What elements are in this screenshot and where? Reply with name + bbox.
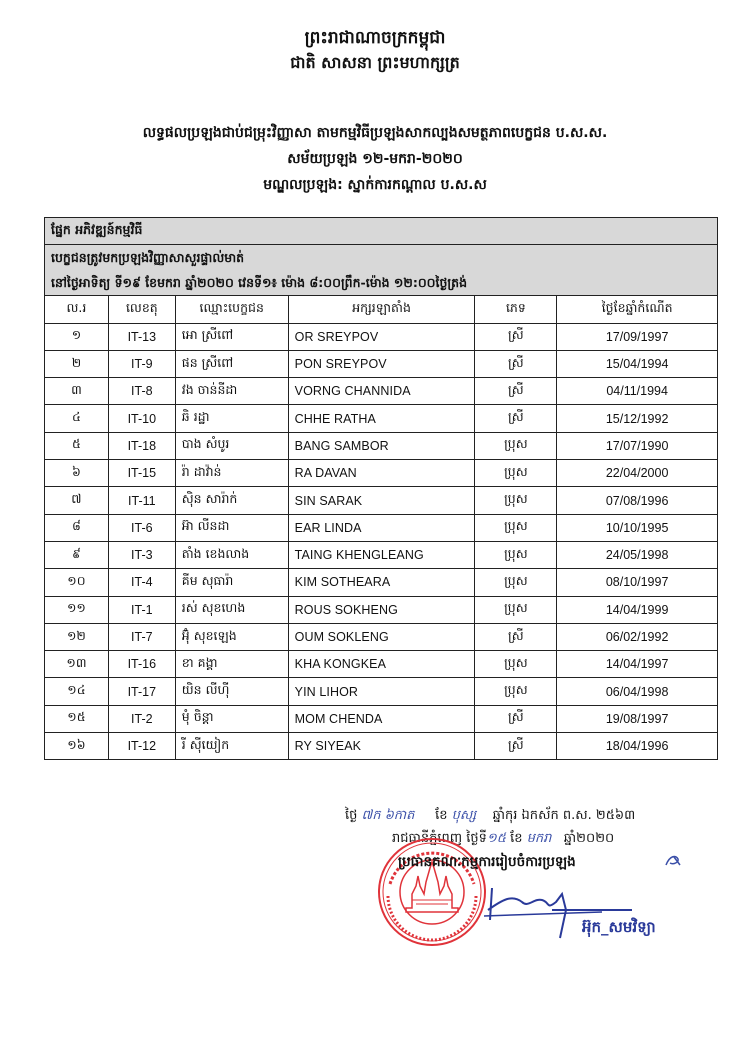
candidate-name-latin: OR SREYPOV — [288, 323, 475, 350]
candidate-name-latin: VORNG CHANNIDA — [288, 378, 475, 405]
candidate-sex: ស្រី — [475, 733, 557, 760]
table-row — [45, 623, 718, 650]
table-row — [45, 651, 718, 678]
initial-mark-icon — [664, 853, 682, 869]
candidate-name-latin: KHA KONGKEA — [288, 651, 475, 678]
table-row — [45, 432, 718, 459]
lunar-month-value: បុស្ស — [451, 808, 477, 823]
column-header-no: ល.រ — [45, 296, 109, 323]
row-number: ៩ — [45, 541, 109, 568]
candidate-name-kh: រ៉ា ដាវ៉ាន់ — [175, 460, 288, 487]
row-number: ១៥ — [45, 705, 109, 732]
row-number: ១ — [45, 323, 109, 350]
desk-number: IT-11 — [108, 487, 175, 514]
candidate-name-latin: SIN SARAK — [288, 487, 475, 514]
desk-number: IT-6 — [108, 514, 175, 541]
group-row — [45, 245, 718, 296]
table-row — [45, 733, 718, 760]
candidate-sex: ប្រុស — [475, 541, 557, 568]
desk-number: IT-9 — [108, 350, 175, 377]
candidate-dob: 04/11/1994 — [557, 378, 718, 405]
candidate-name-latin: RA DAVAN — [288, 460, 475, 487]
document-title: លទ្ធផលប្រឡងជាប់ជម្រុះវិញ្ញាសា តាមកម្មវិធីប្រឡងសាកល្បងសមត្ថភាពបេក្ខជន ប.ស.ស. — [142, 125, 608, 141]
candidate-dob: 08/10/1997 — [557, 569, 718, 596]
column-header-row — [45, 296, 718, 323]
signer-title: ប្រធានគណៈកម្មការរៀបចំការប្រឡង — [398, 854, 576, 870]
candidate-name-kh: អ៊ា លីនដា — [175, 514, 288, 541]
row-number: ៨ — [45, 514, 109, 541]
candidate-name-latin: TAING KHENGLEANG — [288, 541, 475, 568]
candidate-dob: 10/10/1995 — [557, 514, 718, 541]
candidate-dob: 06/04/1998 — [557, 678, 718, 705]
candidate-dob: 18/04/1996 — [557, 733, 718, 760]
row-number: ២ — [45, 350, 109, 377]
candidate-dob: 14/04/1997 — [557, 651, 718, 678]
candidate-name-kh: ផន ស្រីពៅ — [175, 350, 288, 377]
candidate-name-latin: KIM SOTHEARA — [288, 569, 475, 596]
row-number: ១៤ — [45, 678, 109, 705]
candidate-name-kh: ស៊ិន សារ៉ាក់ — [175, 487, 288, 514]
table-row — [45, 541, 718, 568]
candidate-dob: 19/08/1997 — [557, 705, 718, 732]
desk-number: IT-10 — [108, 405, 175, 432]
desk-number: IT-13 — [108, 323, 175, 350]
candidate-name-latin: MOM CHENDA — [288, 705, 475, 732]
desk-number: IT-1 — [108, 596, 175, 623]
candidate-name-latin: RY SIYEAK — [288, 733, 475, 760]
row-number: ៥ — [45, 432, 109, 459]
row-number: ៣ — [45, 378, 109, 405]
candidate-sex: ស្រី — [475, 623, 557, 650]
candidate-dob: 17/09/1997 — [557, 323, 718, 350]
row-number: ១០ — [45, 569, 109, 596]
desk-number: IT-18 — [108, 432, 175, 459]
candidate-sex: ស្រី — [475, 705, 557, 732]
candidate-name-kh: មុំ ចិន្តា — [175, 705, 288, 732]
desk-number: IT-3 — [108, 541, 175, 568]
table-row — [45, 514, 718, 541]
row-number: ១១ — [45, 596, 109, 623]
candidate-name-kh: តាំង ខេងលាង — [175, 541, 288, 568]
candidate-sex: ប្រុស — [475, 596, 557, 623]
desk-number: IT-7 — [108, 623, 175, 650]
candidate-name-kh: អ៊ុំ សុខឡេង — [175, 623, 288, 650]
table-row — [45, 350, 718, 377]
desk-number: IT-17 — [108, 678, 175, 705]
signer-name: អ៊ុក_សមវិទ្យា — [582, 918, 656, 936]
candidate-sex: ស្រី — [475, 323, 557, 350]
candidate-dob: 15/12/1992 — [557, 405, 718, 432]
lunar-day-label: ថ្ងៃ — [345, 808, 358, 823]
date-year: ឆ្នាំ២០២០ — [563, 831, 615, 846]
candidate-dob: 07/08/1996 — [557, 487, 718, 514]
section-label: ផ្នែក អភិវឌ្ឍន៍កម្មវិធី — [45, 218, 718, 245]
candidate-sex: ប្រុស — [475, 487, 557, 514]
lunar-year: ឆ្នាំកុរ ឯកស័ក ព.ស. ២៥៦៣ — [492, 808, 636, 823]
candidate-name-kh: អោ ស្រីពៅ — [175, 323, 288, 350]
desk-number: IT-16 — [108, 651, 175, 678]
row-number: ១៣ — [45, 651, 109, 678]
candidate-sex: ស្រី — [475, 350, 557, 377]
lunar-date-line — [345, 807, 635, 826]
date-month: មករា — [526, 831, 552, 846]
row-number: ៧ — [45, 487, 109, 514]
candidate-dob: 17/07/1990 — [557, 432, 718, 459]
exam-center: មណ្ឌលប្រឡង: ស្នាក់ការកណ្តាល ប.ស.ស — [263, 177, 487, 193]
table-row — [45, 678, 718, 705]
table-row — [45, 705, 718, 732]
results-table — [44, 217, 718, 760]
column-header-name-kh: ឈ្មោះបេក្ខជន — [175, 296, 288, 323]
group-line-1: បេក្ខជនត្រូវមកប្រឡងវិញ្ញាសាសួរផ្ទាល់មាត់ — [51, 250, 245, 266]
table-row — [45, 460, 718, 487]
row-number: ១២ — [45, 623, 109, 650]
candidate-name-latin: ROUS SOKHENG — [288, 596, 475, 623]
candidate-sex: ប្រុស — [475, 678, 557, 705]
candidate-sex: ស្រី — [475, 378, 557, 405]
candidate-name-kh: បាង សំបូរ — [175, 432, 288, 459]
date-day: ១៥ — [486, 831, 506, 846]
desk-number: IT-12 — [108, 733, 175, 760]
candidate-name-latin: YIN LIHOR — [288, 678, 475, 705]
candidate-sex: ប្រុស — [475, 432, 557, 459]
candidate-name-latin: PON SREYPOV — [288, 350, 475, 377]
candidate-name-latin: CHHE RATHA — [288, 405, 475, 432]
candidate-sex: ប្រុស — [475, 651, 557, 678]
candidate-sex: ប្រុស — [475, 460, 557, 487]
candidate-dob: 15/04/1994 — [557, 350, 718, 377]
desk-number: IT-2 — [108, 705, 175, 732]
kingdom-heading: ព្រះរាជាណាចក្រកម្ពុជា — [304, 28, 446, 48]
date-prefix: រាជធានីភ្នំពេញ ថ្ងៃទី — [392, 831, 487, 846]
column-header-desk: លេខតុ — [108, 296, 175, 323]
candidate-name-kh: ខា គង្គា — [175, 651, 288, 678]
national-motto: ជាតិ សាសនា ព្រះមហាក្សត្រ — [290, 53, 460, 72]
candidate-sex: ប្រុស — [475, 514, 557, 541]
table-row — [45, 596, 718, 623]
candidate-sex: ប្រុស — [475, 569, 557, 596]
table-row — [45, 323, 718, 350]
group-line-2: នៅថ្ងៃអាទិត្យ ទី១៩ ខែមករា ឆ្នាំ២០២០ វេនទី១៖ ម៉ោង ៨:០០ព្រឹក-ម៉ោង ១២:០០ថ្ងៃត្រង់ — [51, 275, 468, 291]
candidate-name-kh: រី ស៊ីយៀក — [175, 733, 288, 760]
candidate-name-kh: គីម សុធារ៉ា — [175, 569, 288, 596]
column-header-sex: ភេទ — [475, 296, 557, 323]
desk-number: IT-8 — [108, 378, 175, 405]
candidate-name-latin: OUM SOKLENG — [288, 623, 475, 650]
candidate-dob: 24/05/1998 — [557, 541, 718, 568]
candidate-name-latin: EAR LINDA — [288, 514, 475, 541]
candidate-sex: ស្រី — [475, 405, 557, 432]
lunar-month-label: ខែ — [435, 808, 448, 823]
desk-number: IT-15 — [108, 460, 175, 487]
candidate-name-latin: BANG SAMBOR — [288, 432, 475, 459]
candidate-dob: 06/02/1992 — [557, 623, 718, 650]
table-row — [45, 378, 718, 405]
desk-number: IT-4 — [108, 569, 175, 596]
column-header-name-latin: អក្សរឡាតាំង — [288, 296, 475, 323]
candidate-name-kh: វង ចាន់នីដា — [175, 378, 288, 405]
lunar-day-value: ៧ក ៦កាត — [361, 808, 415, 823]
candidate-name-kh: យិន លីហ៊ី — [175, 678, 288, 705]
row-number: ៤ — [45, 405, 109, 432]
group-info — [45, 245, 718, 296]
row-number: ១៦ — [45, 733, 109, 760]
column-header-dob: ថ្ងៃខែឆ្នាំកំណើត — [557, 296, 718, 323]
date-month-label: ខែ — [510, 831, 523, 846]
candidate-name-kh: រស់ សុខហេង — [175, 596, 288, 623]
table-row — [45, 405, 718, 432]
exam-session: សម័យប្រឡង ១២-មករា-២០២០ — [287, 151, 463, 167]
candidate-name-kh: ឆិ រដ្ឋា — [175, 405, 288, 432]
candidate-dob: 22/04/2000 — [557, 460, 718, 487]
row-number: ៦ — [45, 460, 109, 487]
table-row — [45, 569, 718, 596]
section-row — [45, 218, 718, 245]
candidate-dob: 14/04/1999 — [557, 596, 718, 623]
table-row — [45, 487, 718, 514]
